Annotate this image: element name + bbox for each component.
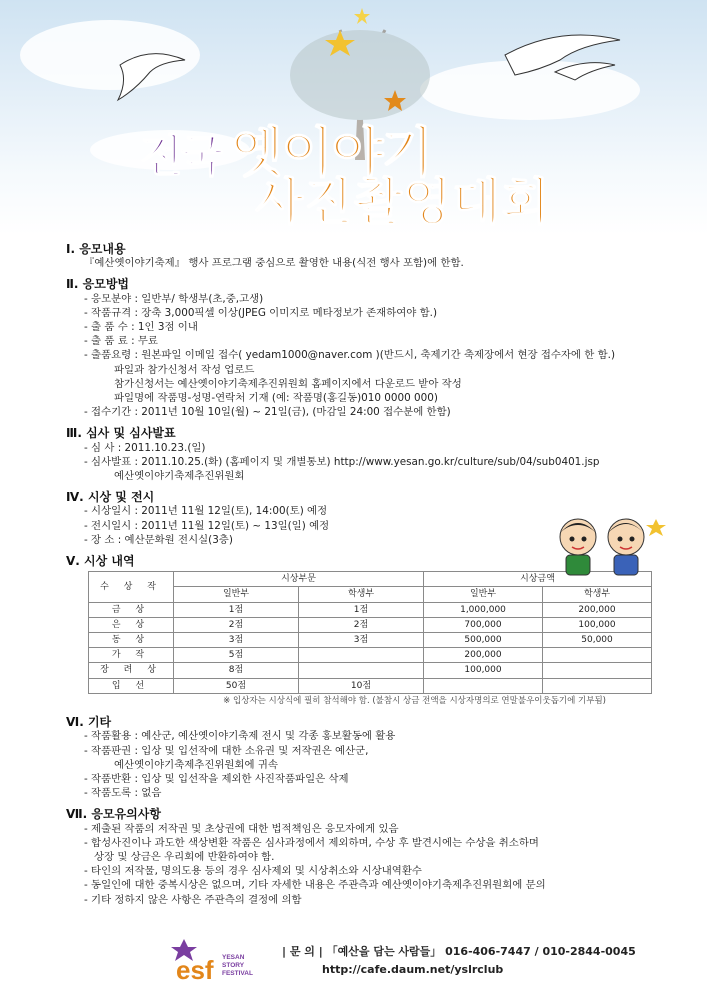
section-title: 응모내용: [79, 242, 126, 256]
section-line: - 작품반환 : 입상 및 입선작을 제외한 사진작품파일은 삭제: [84, 772, 349, 785]
table-cell: [299, 648, 424, 663]
table-cell: 금 상: [89, 602, 174, 617]
table-cell: 3점: [299, 633, 424, 648]
section-line: - 시상일시 : 2011년 11월 12일(토), 14:00(토) 예정: [84, 505, 328, 518]
section-line: - 작품도록 : 없음: [84, 787, 162, 800]
table-row: [89, 602, 652, 617]
table-cell: [299, 663, 424, 678]
svg-text:esf: esf: [176, 955, 214, 985]
table-header-cell: 학생부: [543, 587, 652, 602]
section-line: - 장 소 : 예산문화원 전시실(3층): [84, 533, 233, 546]
cafe-link[interactable]: http://cafe.daum.net/yslrclub: [322, 963, 504, 976]
contact-info: | 문 의 | 「예산을 담는 사람들」 016-406-7447 / 010-2844-0045: [282, 945, 636, 958]
section-subline: 예산옛이야기축제추진위원회에 귀속: [114, 758, 278, 771]
section-title: 시상 및 전시: [87, 490, 155, 505]
section-heading-2: [66, 277, 666, 291]
table-cell: [424, 678, 543, 693]
table-cell: 50,000: [543, 633, 652, 648]
section-line: - 합성사진이나 과도한 색상변환 작품은 심사과정에서 제외하며, 수상 후 발견시에는 수상을 취소하며: [84, 836, 539, 849]
section-number: Ⅱ.: [66, 277, 79, 292]
section-line: - 심 사 : 2011.10.23.(일): [84, 441, 206, 454]
table-cell: 700,000: [424, 617, 543, 632]
section-line: 『예산옛이야기축제』 행사 프로그램 중심으로 촬영한 내용(식전 행사 포함)에 한함.: [84, 257, 464, 270]
table-cell: 200,000: [424, 648, 543, 663]
section-title: 응모유의사항: [91, 807, 161, 822]
section-title: 시상 내역: [84, 554, 135, 569]
table-cell: 1점: [174, 602, 299, 617]
svg-text:YESAN: YESAN: [222, 954, 245, 961]
section-line: - 출 품 수 : 1인 3점 이내: [84, 321, 198, 334]
table-row: [89, 633, 652, 648]
table-header-cell: 학생부: [299, 587, 424, 602]
section-line: - 타인의 저작물, 명의도용 등의 경우 심사제외 및 시상취소와 시상내역환수: [84, 865, 422, 878]
table-cell: [543, 648, 652, 663]
section-heading-6: [66, 715, 666, 729]
table-header-cell: 시상부문: [174, 572, 424, 587]
page-title-line2: 사진촬영대회: [255, 173, 551, 231]
section-line: - 접수기간 : 2011년 10월 10일(월) ~ 21일(금), (마감일 24:00 접수분에 한함): [84, 406, 451, 419]
section-line: - 출 품 료 : 무료: [84, 335, 158, 348]
table-cell: 3점: [174, 633, 299, 648]
table-cell: 10점: [299, 678, 424, 693]
table-cell: [543, 678, 652, 693]
footer: [170, 935, 670, 985]
section-line: - 동일인에 대한 중복시상은 없으며, 기타 자세한 내용은 주관측과 예산옛이야기축제추진위원회에 문의: [84, 879, 546, 892]
svg-text:STORY: STORY: [222, 962, 245, 969]
table-cell: [543, 663, 652, 678]
section-line: - 기타 정하지 않은 사항은 주관측의 결정에 의함: [84, 893, 302, 906]
title-yetiyagi: 옛이야기: [231, 121, 432, 184]
header-banner: [0, 0, 707, 235]
section-line: - 작품판권 : 입상 및 입선작에 대한 소유권 및 저작권은 예산군,: [84, 744, 369, 757]
table-header-cell: 일반부: [424, 587, 543, 602]
section-line: - 심사발표 : 2011.10.25.(화) (홈페이지 및 개별통보) http://www.yesan.go.kr/culture/sub/04/sub0401.jsp: [84, 455, 600, 468]
table-cell: 100,000: [424, 663, 543, 678]
section-number: Ⅴ.: [66, 554, 80, 569]
section-heading-3: [66, 426, 666, 440]
section-line: - 제출된 작품의 저작권 및 초상권에 대한 법적책임은 응모자에게 있음: [84, 822, 399, 835]
section-title: 심사 및 심사발표: [86, 426, 176, 441]
section-subline: 예산옛이야기축제추진위원회: [114, 470, 245, 483]
table-cell: 동 상: [89, 633, 174, 648]
section-number: Ⅲ.: [66, 426, 82, 441]
table-cell: 100,000: [543, 617, 652, 632]
table-row: [89, 617, 652, 632]
table-cell: 1,000,000: [424, 602, 543, 617]
award-note: ※ 입상자는 시상식에 필히 참석해야 함. (불참시 상금 전액을 시상자명의로 연말불우이웃돕기에 기부됨): [223, 695, 606, 706]
table-cell: 500,000: [424, 633, 543, 648]
table-row: [89, 663, 652, 678]
section-subline: 파일과 참가신청서 작성 업로드: [114, 363, 255, 376]
section-line: - 작품규격 : 장축 3,000픽셀 이상(JPEG 이미지로 메타정보가 존재하여야 함.): [84, 306, 438, 319]
table-cell: 장 려 상: [89, 663, 174, 678]
section-number: Ⅳ.: [66, 490, 84, 505]
section-heading-4: [66, 490, 666, 504]
festival-logo: [170, 935, 280, 985]
table-cell: 50점: [174, 678, 299, 693]
svg-text:FESTIVAL: FESTIVAL: [222, 970, 253, 977]
table-cell: 은 상: [89, 617, 174, 632]
award-table: [88, 571, 652, 694]
table-cell: 1점: [299, 602, 424, 617]
table-cell: 2점: [299, 617, 424, 632]
section-line: - 응모분야 : 일반부/ 학생부(초,중,고생): [84, 292, 264, 305]
table-header-cell: 시상금액: [424, 572, 652, 587]
table-cell: 가 작: [89, 648, 174, 663]
mascot-children-illustration: [538, 513, 668, 581]
table-header-row: [89, 587, 652, 602]
table-row: [89, 678, 652, 693]
title-jeonguk: 전국: [140, 131, 222, 182]
table-cell: 8점: [174, 663, 299, 678]
table-cell: 5점: [174, 648, 299, 663]
table-header-cell: 일반부: [174, 587, 299, 602]
section-title: 기타: [87, 715, 112, 730]
section-subline: 참가신청서는 예산옛이야기축제추진위원회 홈페이지에서 다운로드 받아 작성: [114, 377, 462, 390]
table-cell: 2점: [174, 617, 299, 632]
section-line: - 전시일시 : 2011년 11월 12일(토) ~ 13일(일) 예정: [84, 519, 330, 532]
section-title: 응모방법: [82, 277, 130, 292]
section-line: - 출품요령 : 원본파일 이메일 접수( yedam1000@naver.com )(반드시, 축제기간 축제장에서 현장 접수자에 한 함.): [84, 349, 616, 362]
section-heading-1: [66, 242, 666, 256]
section-number: Ⅶ.: [66, 807, 88, 822]
section-heading-7: [66, 807, 666, 821]
section-number: Ⅰ.: [66, 242, 76, 256]
table-cell: 200,000: [543, 602, 652, 617]
section-line: - 작품활용 : 예산군, 예산옛이야기축제 전시 및 각종 홍보활동에 활용: [84, 730, 396, 743]
table-cell: 입 선: [89, 678, 174, 693]
table-row: [89, 648, 652, 663]
section-subline: 파일명에 작품명-성명-연락처 기재 (예: 작품명(홍길동)010 0000 000): [114, 392, 438, 405]
section-line: 상장 및 상금은 우리회에 반환하여야 함.: [94, 850, 275, 863]
section-number: Ⅵ.: [66, 715, 84, 730]
table-header-cell: 수 상 작: [89, 572, 174, 602]
